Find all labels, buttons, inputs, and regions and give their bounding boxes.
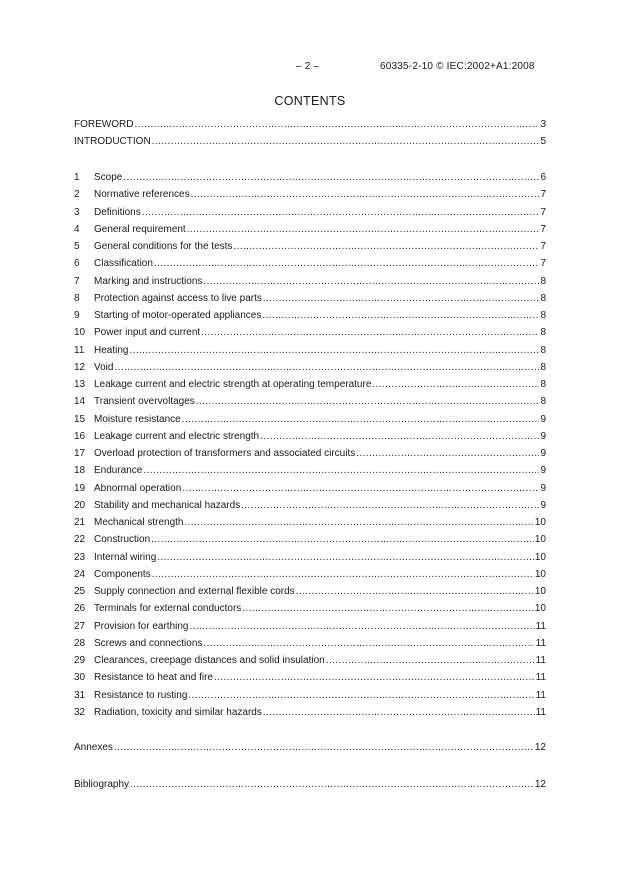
toc-entry-clause-24[interactable]: [74, 568, 546, 582]
dot-leader: [262, 309, 539, 323]
toc-entry-page: 12: [534, 779, 546, 790]
toc-entry-clause-20[interactable]: [74, 499, 546, 513]
toc-entry-page: 10: [534, 603, 546, 615]
toc-entry-page: 11: [535, 620, 546, 632]
toc-entry-number: 22: [74, 534, 86, 546]
toc-entry-label: Supply connection and external flexible cords: [94, 586, 295, 597]
toc-entry-number: 32: [74, 706, 86, 718]
toc-entry-number: 31: [74, 689, 86, 701]
toc-entry-clause-21[interactable]: [74, 516, 546, 530]
toc-entry-page: 7: [540, 241, 546, 252]
toc-entry-number: 27: [74, 620, 86, 632]
toc-entry-label: Marking and instructions: [94, 275, 203, 287]
toc-entry-number: 4: [74, 223, 80, 235]
toc-entry-number: 7: [74, 275, 80, 287]
dot-leader: [143, 464, 539, 478]
toc-entry-label: Leakage current and electric strength at operating temperature: [94, 379, 372, 390]
toc-entry-label: Screws and connections: [94, 637, 203, 649]
dot-leader: [114, 741, 534, 755]
toc-entry-page: 8: [540, 327, 546, 339]
toc-entry-clause-1[interactable]: [74, 171, 546, 185]
toc-entry-page: 12: [534, 742, 546, 753]
dot-leader: [203, 275, 539, 289]
toc-entry-label: Resistance to rusting: [94, 689, 188, 701]
toc-entry-clause-9[interactable]: [74, 309, 546, 323]
toc-entry-clause-18[interactable]: [74, 464, 546, 478]
toc-entry-number: 2: [74, 189, 80, 201]
toc-entry-clause-11[interactable]: [74, 344, 546, 358]
dot-leader: [296, 585, 534, 599]
dot-leader: [188, 689, 534, 703]
dot-leader: [190, 620, 535, 634]
toc-entry-annexes[interactable]: [74, 741, 546, 755]
toc-entry-label: Overload protection of transformers and associated circuits: [94, 448, 356, 459]
dot-leader: [372, 378, 539, 392]
dot-leader: [196, 395, 540, 409]
dot-leader: [241, 499, 539, 513]
toc-entry-label: Protection against access to live parts: [94, 292, 262, 304]
toc-entry-page: 10: [534, 568, 546, 580]
toc-entry-number: 28: [74, 637, 86, 649]
dot-leader: [142, 206, 540, 220]
toc-entry-clause-3[interactable]: [74, 206, 546, 220]
toc-entry-page: 9: [540, 448, 546, 459]
dot-leader: [114, 361, 539, 375]
toc-entry-label: Leakage current and electric strength: [94, 430, 260, 442]
toc-entry-page: 11: [535, 706, 546, 718]
toc-entry-label: Annexes: [74, 742, 113, 753]
toc-entry-number: 15: [74, 413, 86, 425]
toc-entry-clause-2[interactable]: [74, 188, 546, 202]
toc-entry-label: INTRODUCTION: [74, 136, 151, 147]
toc-entry-page: 11: [535, 689, 546, 701]
toc-entry-label: FOREWORD: [74, 119, 134, 130]
toc-entry-page: 7: [540, 206, 546, 218]
toc-entry-page: 9: [540, 430, 546, 442]
dot-leader: [182, 413, 540, 427]
dot-leader: [182, 482, 539, 496]
dot-leader: [152, 135, 540, 149]
toc-entry-clause-8[interactable]: [74, 292, 546, 306]
toc-entry-label: General conditions for the tests: [94, 241, 233, 252]
toc-entry-foreword[interactable]: [74, 118, 546, 132]
toc-entry-label: Resistance to heat and fire: [94, 672, 213, 684]
toc-entry-page: 9: [540, 482, 546, 494]
toc-entry-label: Bibliography: [74, 779, 130, 790]
toc-entry-number: 13: [74, 379, 86, 390]
toc-entry-clause-26[interactable]: [74, 602, 546, 616]
toc-entry-clause-15[interactable]: [74, 413, 546, 427]
toc-entry-clause-10[interactable]: [74, 326, 546, 340]
toc-entry-page: 6: [540, 172, 546, 183]
toc-entry-number: 17: [74, 448, 86, 459]
toc-entry-page: 7: [540, 258, 546, 270]
toc-entry-page: 11: [535, 655, 546, 666]
toc-entry-clause-22[interactable]: [74, 533, 546, 547]
dot-leader: [242, 602, 534, 616]
toc-entry-clause-14[interactable]: [74, 395, 546, 409]
toc-entry-label: Radiation, toxicity and similar hazards: [94, 706, 262, 718]
toc-entry-page: 9: [540, 499, 546, 511]
toc-entry-number: 5: [74, 241, 80, 252]
dot-leader: [260, 430, 539, 444]
toc-entry-label: Mechanical strength: [94, 517, 184, 528]
toc-entry-page: 3: [540, 119, 546, 130]
toc-entry-page: 10: [534, 534, 546, 546]
dot-leader: [151, 533, 534, 547]
toc-entry-label: Components: [94, 568, 151, 580]
toc-entry-clause-32[interactable]: [74, 706, 546, 720]
toc-entry-number: 11: [74, 344, 85, 356]
dot-leader: [201, 326, 539, 340]
dot-leader: [263, 706, 535, 720]
toc-entry-number: 18: [74, 465, 86, 477]
toc-entry-page: 10: [534, 586, 546, 597]
toc-entry-page: 8: [540, 344, 546, 356]
toc-entry-clause-27[interactable]: [74, 620, 546, 634]
toc-entry-label: Construction: [94, 534, 151, 546]
toc-entry-bibliography[interactable]: [74, 778, 546, 792]
toc-entry-page: 5: [540, 136, 546, 147]
toc-entry-clause-4[interactable]: [74, 223, 546, 237]
dot-leader: [157, 551, 534, 565]
toc-entry-number: 29: [74, 655, 86, 666]
toc-entry-clause-13[interactable]: [74, 378, 546, 392]
toc-entry-number: 10: [74, 327, 86, 339]
page-number: – 2 –: [296, 61, 320, 72]
toc-entry-page: 11: [535, 672, 546, 684]
toc-entry-label: Endurance: [94, 465, 143, 477]
toc-entry-label: Normative references: [94, 189, 190, 201]
dot-leader: [263, 292, 540, 306]
toc-entry-clause-7[interactable]: [74, 275, 546, 289]
toc-entry-clause-12[interactable]: [74, 361, 546, 375]
toc-entry-number: 3: [74, 206, 80, 218]
toc-entry-clause-30[interactable]: [74, 671, 546, 685]
toc-entry-page: 8: [540, 361, 546, 373]
toc-entry-page: 9: [540, 465, 546, 477]
toc-entry-label: Stability and mechanical hazards: [94, 499, 241, 511]
dot-leader: [214, 671, 535, 685]
toc-entry-page: 7: [540, 189, 546, 201]
toc-entry-label: General requirement: [94, 223, 186, 235]
dot-leader: [130, 778, 534, 792]
toc-entry-number: 1: [74, 172, 80, 183]
dot-leader: [123, 171, 539, 185]
toc-entry-page: 11: [535, 637, 546, 649]
toc-entry-label: Heating: [94, 344, 129, 356]
toc-entry-page: 7: [540, 223, 546, 235]
toc-entry-label: Moisture resistance: [94, 413, 181, 425]
dot-leader: [191, 188, 540, 202]
toc-entry-introduction[interactable]: [74, 135, 546, 149]
toc-entry-label: Abnormal operation: [94, 482, 182, 494]
toc-entry-label: Power input and current: [94, 327, 201, 339]
toc-entry-label: Void: [94, 361, 114, 373]
toc-entry-clause-28[interactable]: [74, 637, 546, 651]
toc-entry-clause-16[interactable]: [74, 430, 546, 444]
toc-entry-page: 8: [540, 292, 546, 304]
dot-leader: [187, 223, 540, 237]
toc-entry-number: 6: [74, 258, 80, 270]
toc-entry-number: 25: [74, 586, 86, 597]
toc-entry-number: 24: [74, 568, 86, 580]
dot-leader: [154, 257, 540, 271]
toc-entry-page: 9: [540, 413, 546, 425]
toc-entry-label: Terminals for external conductors: [94, 603, 242, 615]
dot-leader: [233, 240, 539, 254]
dot-leader: [134, 118, 539, 132]
toc-entry-number: 21: [74, 517, 86, 528]
toc-entry-number: 8: [74, 292, 80, 304]
toc-entry-clause-5[interactable]: [74, 240, 546, 254]
toc-entry-label: Clearances, creepage distances and solid insulation: [94, 655, 325, 666]
dot-leader: [326, 654, 535, 668]
toc-entry-page: 8: [540, 310, 546, 321]
standard-reference: 60335-2-10 © IEC:2002+A1:2008: [380, 61, 535, 72]
toc-entry-number: 9: [74, 310, 80, 321]
dot-leader: [152, 568, 534, 582]
dot-leader: [203, 637, 534, 651]
toc-entry-number: 26: [74, 603, 86, 615]
toc-entry-clause-17[interactable]: [74, 447, 546, 461]
toc-entry-page: 10: [534, 517, 546, 528]
toc-entry-number: 20: [74, 499, 86, 511]
toc-entry-clause-31[interactable]: [74, 689, 546, 703]
toc-entry-page: 8: [540, 396, 546, 408]
toc-entry-label: Provision for earthing: [94, 620, 189, 632]
toc-entry-number: 30: [74, 672, 86, 684]
toc-entry-number: 23: [74, 551, 86, 563]
toc-entry-number: 16: [74, 430, 86, 442]
toc-entry-clause-23[interactable]: [74, 551, 546, 565]
dot-leader: [185, 516, 534, 530]
toc-entry-clause-25[interactable]: [74, 585, 546, 599]
page-title: CONTENTS: [274, 94, 346, 108]
toc-entry-number: 19: [74, 482, 86, 494]
toc-entry-clause-29[interactable]: [74, 654, 546, 668]
dot-leader: [356, 447, 539, 461]
toc-entry-page: 8: [540, 275, 546, 287]
toc-entry-clause-6[interactable]: [74, 257, 546, 271]
toc-entry-number: 12: [74, 361, 86, 373]
toc-entry-label: Classification: [94, 258, 153, 270]
toc-entry-label: Internal wiring: [94, 551, 157, 563]
toc-entry-number: 14: [74, 396, 86, 408]
toc-entry-label: Scope: [94, 172, 123, 183]
toc-entry-label: Transient overvoltages: [94, 396, 195, 408]
dot-leader: [129, 344, 539, 358]
toc-entry-page: 10: [534, 551, 546, 563]
toc-entry-label: Definitions: [94, 206, 141, 218]
toc-entry-page: 8: [540, 379, 546, 390]
toc-entry-label: Starting of motor-operated appliances: [94, 310, 262, 321]
toc-entry-clause-19[interactable]: [74, 482, 546, 496]
